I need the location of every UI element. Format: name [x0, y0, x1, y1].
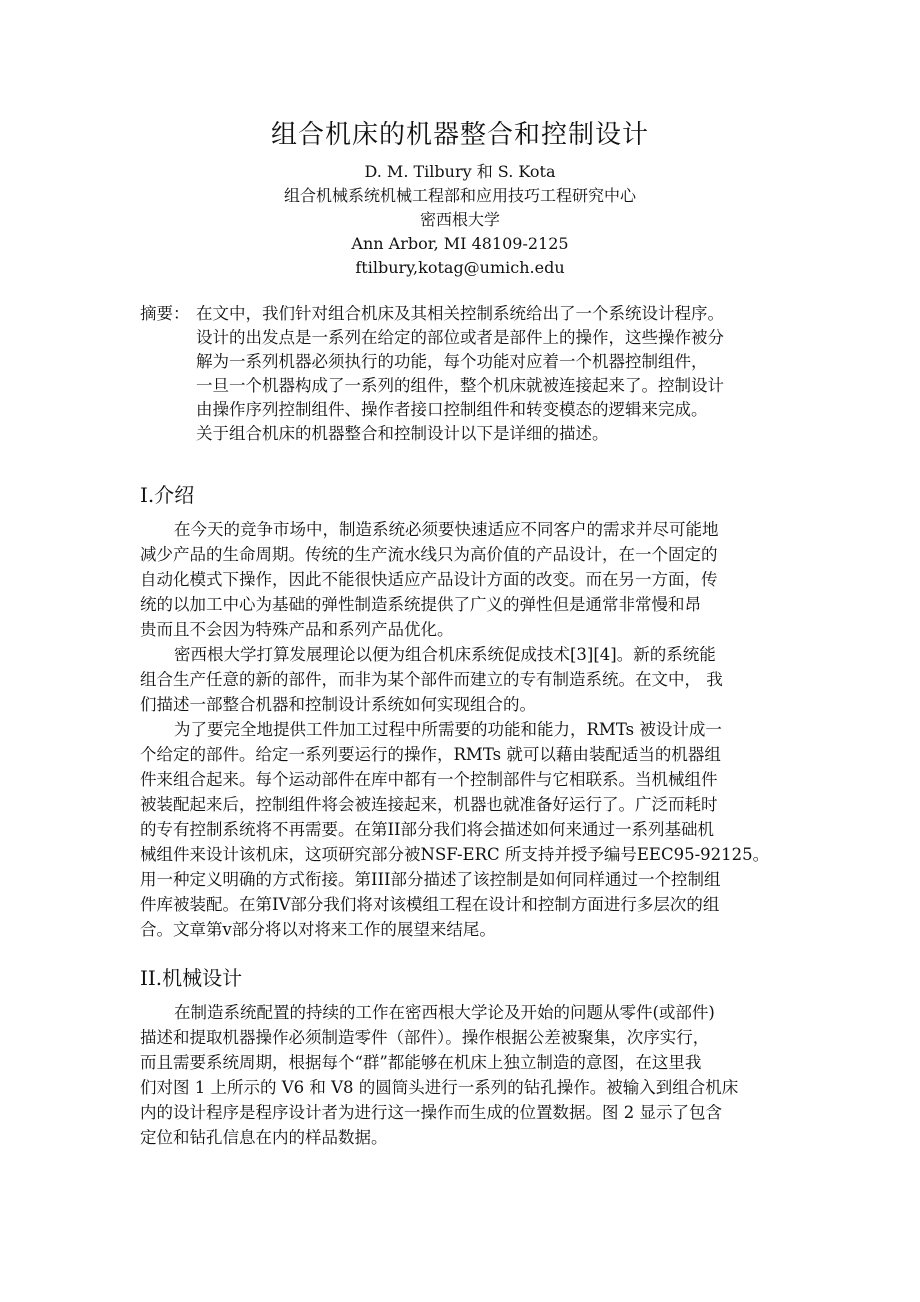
text-line: 密西根大学打算发展理论以便为组合机床系统促成技术[3][4]。新的系统能	[174, 645, 716, 664]
text-line: 减少产品的生命周期。传统的生产流水线只为高价值的产品设计，在一个固定的	[140, 545, 718, 564]
text-line: 在制造系统配置的持续的工作在密西根大学论及开始的问题从零件(或部件)	[174, 1003, 715, 1022]
abstract-line: 一旦一个机器构成了一系列的组件，整个机床就被连接起来了。控制设计	[196, 376, 724, 395]
text-line: 合。文章第v部分将以对将来工作的展望来结尾。	[140, 920, 496, 939]
text-line: 的专有控制系统将不再需要。在第II部分我们将会描述如何来通过一系列基础机	[140, 820, 715, 839]
abstract-line: 设计的出发点是一系列在给定的部位或者是部件上的操作，这些操作被分	[196, 328, 724, 347]
abstract	[140, 302, 800, 446]
text-line: 而且需要系统周期，根据每个“群”都能够在机床上独立制造的意图，在这里我	[140, 1053, 702, 1072]
text-line: 内的设计程序是程序设计者为进行这一操作而生成的位置数据。图 2 显示了包含	[140, 1103, 722, 1122]
text-line: 描述和提取机器操作必须制造零件（部件）。操作根据公差被聚集，次序实行，	[140, 1028, 710, 1047]
affiliation: 组合机械系统机械工程部和应用技巧工程研究中心	[283, 186, 636, 205]
text-line: 统的以加工中心为基础的弹性制造系统提供了广义的弹性但是通常非常慢和昂	[140, 595, 701, 614]
section-body-mechanical	[140, 1000, 800, 1150]
text-line: 个给定的部件。给定一系列要运行的操作，RMTs 就可以藉由装配适当的机器组	[140, 745, 721, 764]
email: ftilbury,kotag@umich.edu	[355, 258, 565, 277]
abstract-line: 在文中，我们针对组合机床及其相关控制系统给出了一个系统设计程序。	[196, 304, 724, 323]
text-line: 在今天的竞争市场中，制造系统必须要快速适应不同客户的需求并尽可能地	[174, 520, 719, 539]
authors: D. M. Tilbury 和 S. Kota	[364, 162, 556, 181]
text-line: 们描述一部整合机器和控制设计系统如何实现组合的。	[140, 695, 536, 714]
section-body-intro	[140, 517, 800, 942]
university: 密西根大学	[419, 210, 500, 229]
text-line: 定位和钻孔信息在内的样品数据。	[140, 1128, 388, 1147]
abstract-line: 关于组合机床的机器整合和控制设计以下是详细的描述。	[196, 424, 609, 443]
abstract-line: 解为一系列机器必须执行的功能，每个功能对应着一个机器控制组件，	[196, 352, 708, 371]
text-line: 自动化模式下操作，因此不能很快适应产品设计方面的改变。而在另一方面，传	[140, 570, 718, 589]
text-line: 件库被装配。在第IV部分我们将对该模组工程在设计和控制方面进行多层次的组	[140, 895, 720, 914]
text-line: 为了要完全地提供工件加工过程中所需要的功能和能力，RMTs 被设计成一	[174, 720, 722, 739]
text-line: 件来组合起来。每个运动部件在库中都有一个控制部件与它相联系。当机械组件	[140, 770, 718, 789]
address: Ann Arbor, MI 48109-2125	[351, 234, 569, 253]
author-block	[0, 160, 920, 280]
abstract-body	[196, 302, 800, 446]
abstract-line: 由操作序列控制组件、操作者接口控制组件和转变模态的逻辑来完成。	[196, 400, 708, 419]
text-line: 组合生产任意的新的部件，而非为某个部件而建立的专有制造系统。在文中， 我	[140, 670, 723, 689]
section-heading-mechanical: II.机械设计	[140, 966, 243, 990]
text-line: 用一种定义明确的方式衔接。第III部分描述了该控制是如何同样通过一个控制组	[140, 870, 721, 889]
paper-title: 组合机床的机器整合和控制设计	[270, 120, 649, 150]
text-line: 贵而且不会因为特殊产品和系列产品优化。	[140, 620, 454, 639]
abstract-label: 摘要：	[140, 304, 190, 323]
text-line: 械组件来设计该机床，这项研究部分被NSF-ERC 所支持并授予编号EEC95-92125。	[140, 845, 770, 864]
section-heading-intro: I.介绍	[140, 483, 195, 507]
text-line: 们对图 1 上所示的 V6 和 V8 的圆筒头进行一系列的钻孔操作。被输入到组合机床	[140, 1078, 739, 1097]
text-line: 被装配起来后，控制组件将会被连接起来，机器也就准备好运行了。广泛而耗时	[140, 795, 718, 814]
